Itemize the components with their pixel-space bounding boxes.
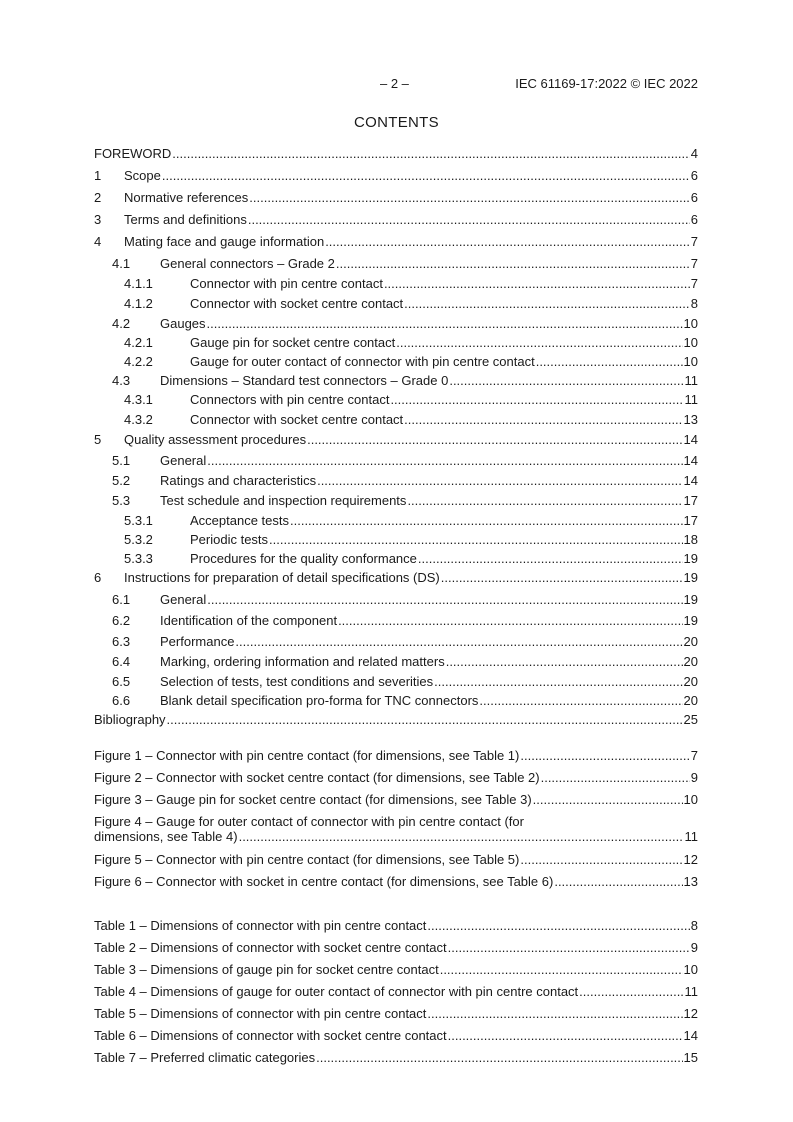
figure-entry-page: 7 xyxy=(690,748,698,763)
dot-leader xyxy=(554,874,682,890)
toc-entry[interactable] xyxy=(124,392,698,408)
toc-page: 10 xyxy=(683,335,698,350)
table-entry-page: 9 xyxy=(690,940,698,955)
figure-entry[interactable] xyxy=(94,770,698,786)
dot-leader xyxy=(207,453,682,469)
toc-entry[interactable] xyxy=(112,256,698,272)
toc-entry[interactable] xyxy=(112,493,698,509)
toc-number: 5.3.2 xyxy=(124,532,153,547)
toc-number: 5.1 xyxy=(112,453,131,468)
table-entry-title: Table 6 – Dimensions of connector with socket centre contact xyxy=(94,1028,447,1043)
toc-page: 20 xyxy=(683,674,698,689)
table-entry-page: 15 xyxy=(683,1050,698,1065)
table-entry-title: Table 5 – Dimensions of connector with pin centre contact xyxy=(94,1006,427,1021)
dot-leader xyxy=(404,412,682,428)
toc-page: 13 xyxy=(683,412,698,427)
toc-entry[interactable] xyxy=(124,513,698,529)
dot-leader xyxy=(520,852,682,868)
dot-leader xyxy=(434,674,682,690)
toc-entry[interactable] xyxy=(112,453,698,469)
toc-number: 4.2.1 xyxy=(124,335,153,350)
toc-title: General xyxy=(160,592,207,607)
toc-title: Bibliography xyxy=(94,712,166,727)
dot-leader xyxy=(533,792,683,808)
toc-page: 14 xyxy=(683,453,698,468)
toc-title: FOREWORD xyxy=(94,146,172,161)
toc-title: Identification of the component xyxy=(160,613,338,628)
toc-entry[interactable] xyxy=(94,168,698,184)
toc-number: 4.1.1 xyxy=(124,276,153,291)
toc-entry[interactable] xyxy=(124,296,698,312)
table-entry-page: 8 xyxy=(690,918,698,933)
table-entry[interactable] xyxy=(94,984,698,1000)
toc-number: 6.1 xyxy=(112,592,131,607)
figure-entry-title: Figure 4 – Gauge for outer contact of connector with pin centre contact (for xyxy=(94,814,524,829)
toc-entry[interactable] xyxy=(112,613,698,629)
toc-entry[interactable] xyxy=(112,473,698,489)
toc-page: 19 xyxy=(683,570,698,585)
dot-leader xyxy=(167,712,683,728)
toc-number: 4.3.1 xyxy=(124,392,153,407)
figure-entry-line xyxy=(94,829,698,845)
dot-leader xyxy=(338,613,682,629)
figure-entry-title: Figure 5 – Connector with pin centre contact (for dimensions, see Table 5) xyxy=(94,852,520,867)
toc-title: Ratings and characteristics xyxy=(160,473,317,488)
dot-leader xyxy=(248,212,690,228)
toc-page: 14 xyxy=(683,432,698,447)
dot-leader xyxy=(427,1006,682,1022)
toc-title: Gauge for outer contact of connector with pin centre contact xyxy=(190,354,535,369)
figure-entry-title: Figure 1 – Connector with pin centre contact (for dimensions, see Table 1) xyxy=(94,748,520,763)
table-entry-page: 12 xyxy=(683,1006,698,1021)
table-entry[interactable] xyxy=(94,1050,698,1066)
table-entry-page: 11 xyxy=(684,984,698,999)
toc-entry[interactable] xyxy=(124,412,698,428)
toc-page: 6 xyxy=(690,168,698,183)
table-entry-page: 14 xyxy=(683,1028,698,1043)
toc-entry[interactable] xyxy=(112,373,698,389)
document-reference: IEC 61169-17:2022 © IEC 2022 xyxy=(515,76,698,91)
toc-title: Test schedule and inspection requirements xyxy=(160,493,407,508)
toc-title: Scope xyxy=(124,168,161,183)
toc-entry[interactable] xyxy=(112,693,698,709)
toc-number: 5.3.1 xyxy=(124,513,153,528)
dot-leader xyxy=(172,146,689,162)
toc-entry[interactable] xyxy=(94,190,698,206)
toc-page: 17 xyxy=(683,513,698,528)
toc-entry[interactable] xyxy=(94,432,698,448)
toc-number: 6 xyxy=(94,570,102,585)
figure-entry-page: 9 xyxy=(690,770,698,785)
toc-entry[interactable] xyxy=(124,532,698,548)
toc-entry[interactable] xyxy=(112,654,698,670)
toc-number: 1 xyxy=(94,168,102,183)
toc-page: 6 xyxy=(690,190,698,205)
toc-page: 19 xyxy=(683,551,698,566)
dot-leader xyxy=(317,473,682,489)
toc-number: 5.3.3 xyxy=(124,551,153,566)
toc-number: 6.6 xyxy=(112,693,131,708)
table-entry-title: Table 4 – Dimensions of gauge for outer contact of connector with pin centre contact xyxy=(94,984,579,999)
toc-title: Connector with pin centre contact xyxy=(190,276,383,291)
dot-leader xyxy=(536,354,683,370)
dot-leader xyxy=(390,392,683,408)
toc-title: Instructions for preparation of detail specifications (DS) xyxy=(124,570,440,585)
dot-leader xyxy=(520,748,689,764)
dot-leader xyxy=(441,570,683,586)
toc-page: 10 xyxy=(683,354,698,369)
toc-number: 6.5 xyxy=(112,674,131,689)
figure-entry-title: Figure 3 – Gauge pin for socket centre contact (for dimensions, see Table 3) xyxy=(94,792,532,807)
contents-title: CONTENTS xyxy=(354,114,439,131)
dot-leader xyxy=(325,234,690,250)
toc-entry[interactable] xyxy=(112,674,698,690)
toc-title: General connectors – Grade 2 xyxy=(160,256,335,271)
toc-title: Blank detail specification pro-forma for TNC connectors xyxy=(160,693,479,708)
dot-leader xyxy=(235,634,682,650)
figure-entry[interactable] xyxy=(94,852,698,868)
dot-leader xyxy=(269,532,682,548)
toc-title: Periodic tests xyxy=(190,532,269,547)
toc-entry[interactable] xyxy=(112,316,698,332)
toc-entry[interactable] xyxy=(112,592,698,608)
dot-leader xyxy=(249,190,689,206)
dot-leader xyxy=(579,984,683,1000)
toc-number: 4 xyxy=(94,234,102,249)
toc-title: Connector with socket centre contact xyxy=(190,296,404,311)
toc-title: Mating face and gauge information xyxy=(124,234,325,249)
toc-page: 25 xyxy=(683,712,698,727)
figure-entry[interactable] xyxy=(94,814,698,845)
dot-leader xyxy=(396,335,682,351)
toc-title: Performance xyxy=(160,634,235,649)
table-entry[interactable] xyxy=(94,962,698,978)
toc-entry[interactable] xyxy=(124,354,698,370)
figure-entry-title: Figure 6 – Connector with socket in centre contact (for dimensions, see Table 6) xyxy=(94,874,554,889)
toc-entry[interactable] xyxy=(94,212,698,228)
toc-title: Acceptance tests xyxy=(190,513,289,528)
toc-page: 17 xyxy=(683,493,698,508)
toc-number: 6.2 xyxy=(112,613,131,628)
dot-leader xyxy=(440,962,683,978)
toc-title: Dimensions – Standard test connectors – Grade 0 xyxy=(160,373,449,388)
toc-page: 11 xyxy=(684,392,698,407)
toc-entry[interactable] xyxy=(124,551,698,567)
toc-number: 4.1 xyxy=(112,256,131,271)
toc-page: 20 xyxy=(683,693,698,708)
toc-number: 4.1.2 xyxy=(124,296,153,311)
dot-leader xyxy=(449,373,683,389)
dot-leader xyxy=(541,770,690,786)
toc-title: Gauges xyxy=(160,316,206,331)
table-entry[interactable] xyxy=(94,1028,698,1044)
toc-page: 7 xyxy=(690,234,698,249)
toc-page: 4 xyxy=(690,146,698,161)
table-entry[interactable] xyxy=(94,1006,698,1022)
dot-leader xyxy=(384,276,690,292)
figure-entry[interactable] xyxy=(94,748,698,764)
toc-title: Selection of tests, test conditions and severities xyxy=(160,674,434,689)
toc-page: 8 xyxy=(690,296,698,311)
dot-leader xyxy=(448,1028,683,1044)
dot-leader xyxy=(336,256,690,272)
toc-number: 4.2 xyxy=(112,316,131,331)
toc-entry[interactable] xyxy=(94,146,698,162)
figure-entry-title-cont: dimensions, see Table 4) xyxy=(94,829,238,844)
toc-entry[interactable] xyxy=(112,634,698,650)
dot-leader xyxy=(316,1050,682,1066)
toc-number: 6.3 xyxy=(112,634,131,649)
page-header xyxy=(94,76,698,92)
toc-number: 4.2.2 xyxy=(124,354,153,369)
dot-leader xyxy=(407,493,682,509)
dot-leader xyxy=(427,918,689,934)
toc-entry[interactable] xyxy=(124,276,698,292)
toc-title: Terms and definitions xyxy=(124,212,247,227)
figure-entry-title: Figure 2 – Connector with socket centre contact (for dimensions, see Table 2) xyxy=(94,770,540,785)
dot-leader xyxy=(448,940,690,956)
toc-title: Procedures for the quality conformance xyxy=(190,551,417,566)
toc-page: 20 xyxy=(683,654,698,669)
toc-title: Gauge pin for socket centre contact xyxy=(190,335,396,350)
dot-leader xyxy=(446,654,683,670)
toc-title: Marking, ordering information and related matters xyxy=(160,654,445,669)
toc-title: Connectors with pin centre contact xyxy=(190,392,390,407)
table-entry[interactable] xyxy=(94,918,698,934)
toc-page: 20 xyxy=(683,634,698,649)
toc-page: 10 xyxy=(683,316,698,331)
toc-title: Quality assessment procedures xyxy=(124,432,307,447)
dot-leader xyxy=(290,513,683,529)
figure-entry[interactable] xyxy=(94,874,698,890)
toc-number: 5.3 xyxy=(112,493,131,508)
dot-leader xyxy=(239,829,684,845)
table-entry-title: Table 3 – Dimensions of gauge pin for socket centre contact xyxy=(94,962,439,977)
table-entry-title: Table 1 – Dimensions of connector with pin centre contact xyxy=(94,918,427,933)
figure-entry-page: 13 xyxy=(683,874,698,889)
toc-page: 14 xyxy=(683,473,698,488)
toc-page: 7 xyxy=(690,276,698,291)
toc-title: Connector with socket centre contact xyxy=(190,412,404,427)
toc-entry[interactable] xyxy=(94,712,698,728)
table-entry[interactable] xyxy=(94,940,698,956)
dot-leader xyxy=(307,432,682,448)
toc-number: 6.4 xyxy=(112,654,131,669)
figure-entry-page: 11 xyxy=(684,829,698,844)
toc-number: 4.3 xyxy=(112,373,131,388)
toc-number: 5.2 xyxy=(112,473,131,488)
toc-entry[interactable] xyxy=(94,570,698,586)
dot-leader xyxy=(404,296,690,312)
figure-entry-page: 12 xyxy=(683,852,698,867)
page-number: – 2 – xyxy=(380,76,409,91)
toc-page: 11 xyxy=(684,373,698,388)
toc-page: 18 xyxy=(683,532,698,547)
dot-leader xyxy=(479,693,682,709)
toc-page: 6 xyxy=(690,212,698,227)
toc-title: Normative references xyxy=(124,190,249,205)
dot-leader xyxy=(162,168,690,184)
figure-entry[interactable] xyxy=(94,792,698,808)
table-entry-title: Table 2 – Dimensions of connector with socket centre contact xyxy=(94,940,447,955)
dot-leader xyxy=(207,316,683,332)
toc-page: 7 xyxy=(690,256,698,271)
dot-leader xyxy=(418,551,683,567)
toc-number: 5 xyxy=(94,432,102,447)
table-entry-page: 10 xyxy=(683,962,698,977)
toc-page: 19 xyxy=(683,613,698,628)
toc-entry[interactable] xyxy=(94,234,698,250)
toc-number: 2 xyxy=(94,190,102,205)
figure-entry-page: 10 xyxy=(683,792,698,807)
toc-number: 3 xyxy=(94,212,102,227)
toc-entry[interactable] xyxy=(124,335,698,351)
toc-number: 4.3.2 xyxy=(124,412,153,427)
table-entry-title: Table 7 – Preferred climatic categories xyxy=(94,1050,316,1065)
dot-leader xyxy=(207,592,682,608)
toc-title: General xyxy=(160,453,207,468)
toc-page: 19 xyxy=(683,592,698,607)
